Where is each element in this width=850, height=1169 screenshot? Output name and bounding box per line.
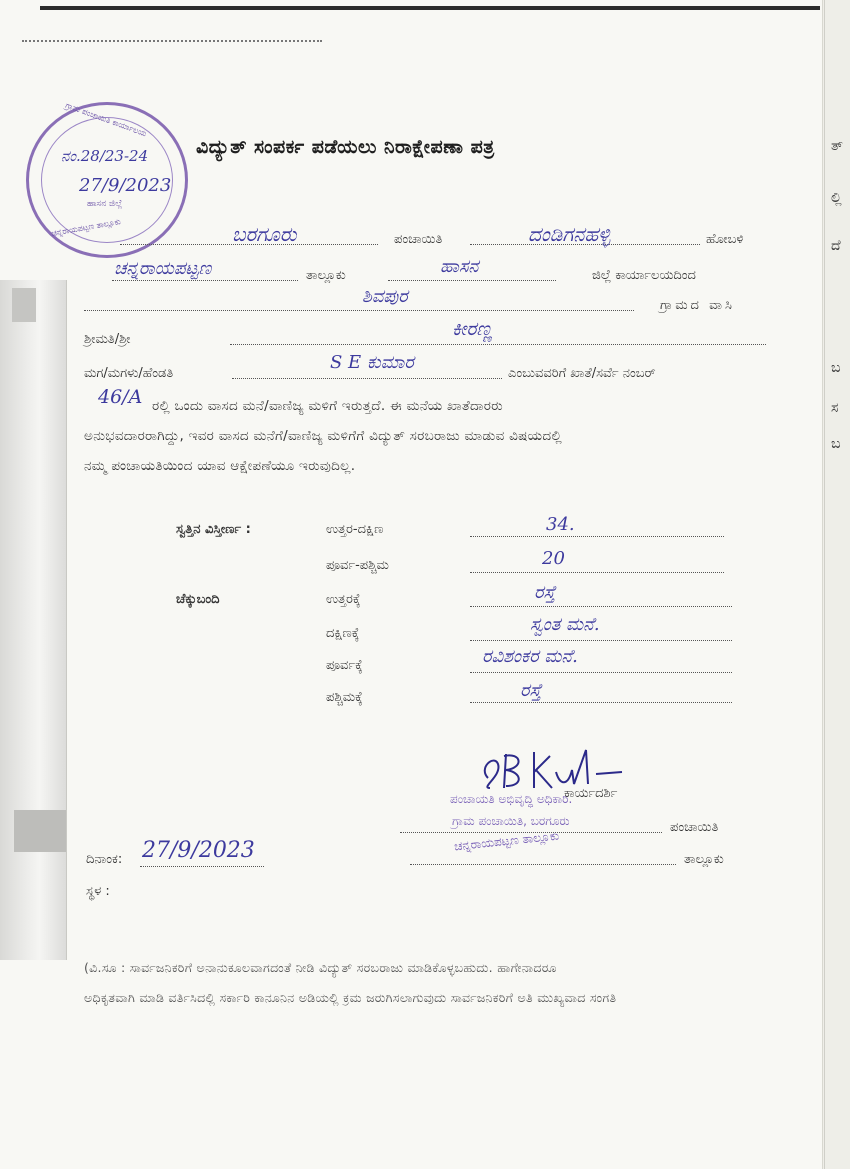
officer-label: ಕಾರ್ಯದರ್ಶಿ bbox=[564, 786, 618, 801]
owner-field-line bbox=[230, 344, 766, 345]
stamp-text-mid: ಹಾಸನ ಜಿಲ್ಲೆ bbox=[87, 199, 123, 209]
footnote-line-1: (ವಿ.ಸೂ : ಸಾರ್ವಜನಿಕರಿಗೆ ಅನಾನುಕೂಲವಾಗದಂತೆ ನೀಡಿ ವಿದ್ಯುತ್ ಸರಬರಾಜು ಮಾಡಿಕೊಳ್ಳಬಹುದು. ಹಾಗೇನಾದರೂ bbox=[84, 960, 557, 975]
district-name: ಹಾಸನ bbox=[440, 256, 479, 277]
south-value: ಸ್ವಂತ ಮನೆ. bbox=[530, 614, 600, 635]
header-scan-noise bbox=[22, 40, 322, 45]
north-label: ಉತ್ತರಕ್ಕೆ bbox=[326, 592, 361, 607]
east-value: ರವಿಶಂಕರ ಮನೆ. bbox=[482, 646, 578, 667]
east-label: ಪೂರ್ವಕ್ಕೆ bbox=[326, 658, 363, 673]
east-west-label: ಪೂರ್ವ-ಪಶ್ಚಿಮ bbox=[326, 558, 389, 573]
top-border-line bbox=[40, 6, 820, 10]
stamp-number: ನಂ.28/23-24 bbox=[61, 147, 149, 165]
relation-label: ಮಗ/ಮಗಳು/ಹೆಂಡತಿ bbox=[84, 366, 174, 381]
panchayat-label: ಪಂಚಾಯಿತಿ bbox=[394, 232, 443, 247]
relation-field-line bbox=[232, 378, 502, 379]
north-south-field-line bbox=[470, 536, 724, 537]
taluk-sign-label: ತಾಲ್ಲೂಕು bbox=[684, 852, 724, 867]
seal-line-3: ಚನ್ನರಾಯಪಟ್ಟಣ ತಾಲ್ಲೂಕು bbox=[453, 828, 560, 854]
owner-name: ಕೀರಣ್ಣ bbox=[452, 318, 493, 340]
body-line-2: ಅನುಭವದಾರರಾಗಿದ್ದು, ಇವರ ವಾಸದ ಮನೆಗೆ/ವಾಣಿಜ್ಯ ಮಳಿಗೆಗೆ ವಿದ್ಯುತ್ ಸರಬರಾಜು ಮಾಡುವ ವಿಷಯದಲ್ಲಿ bbox=[84, 428, 562, 444]
survey-number: 46/A bbox=[98, 386, 143, 408]
panchayat-name: ಬರಗೂರು bbox=[232, 222, 297, 246]
edge-fragment-6: ಬ bbox=[831, 436, 841, 452]
panchayat-sign-label: ಪಂಚಾಯಿತಿ bbox=[670, 820, 719, 835]
north-field-line bbox=[470, 606, 732, 607]
document-title: ವಿದ್ಯುತ್ ಸಂಪರ್ಕ ಪಡೆಯಲು ನಿರಾಕ್ಷೇಪಣಾ ಪತ್ರ bbox=[196, 136, 495, 158]
hobli-label: ಹೋಬಳಿ bbox=[706, 232, 744, 247]
binder-clip-bottom bbox=[14, 810, 66, 852]
body-line-3: ನಮ್ಮ ಪಂಚಾಯತಿಯಿಂದ ಯಾವ ಆಕ್ಷೇಪಣೆಯೂ ಇರುವುದಿಲ್ಲ. bbox=[84, 458, 356, 474]
panchayat-sign-field-line bbox=[400, 832, 662, 833]
north-value: ರಸ್ತೆ bbox=[534, 582, 556, 603]
seal-line-1: ಪಂಚಾಯತಿ ಅಭಿವೃದ್ಧಿ ಅಧಿಕಾರಿ. bbox=[450, 792, 573, 806]
taluk-label: ತಾಲ್ಲೂಕು bbox=[306, 268, 346, 283]
district-field-line bbox=[388, 280, 556, 281]
seal-line-2: ಗ್ರಾಮ ಪಂಚಾಯಿತಿ, ಬರಗೂರು bbox=[452, 814, 570, 828]
edge-fragment-1: ತ್ bbox=[831, 138, 843, 154]
edge-fragment-4: ಬ bbox=[831, 360, 841, 376]
village-field-line bbox=[84, 310, 634, 311]
edge-fragment-2: ಲ್ಲಿ bbox=[831, 190, 842, 206]
east-west-value: 20 bbox=[542, 548, 565, 569]
boundaries-label: ಚೆಕ್ಕುಬಂದಿ bbox=[176, 592, 220, 607]
body-line-1: ರಲ್ಲಿ ಒಂದು ವಾಸದ ಮನೆ/ವಾಣಿಜ್ಯ ಮಳಿಗೆ ಇರುತ್ತದೆ. ಈ ಮನೆಯ ಖಾತೆದಾರರು bbox=[152, 398, 503, 414]
date-value: 27/9/2023 bbox=[142, 838, 255, 863]
north-south-value: 34. bbox=[546, 514, 575, 535]
taluk-sign-field-line bbox=[410, 864, 676, 865]
stamp-text-bottom: ಚನ್ನರಾಯಪಟ್ಟಣ ತಾಲ್ಲೂಕು bbox=[50, 216, 122, 239]
south-field-line bbox=[470, 640, 732, 641]
east-west-field-line bbox=[470, 572, 724, 573]
north-south-label: ಉತ್ತರ-ದಕ್ಷಿಣ bbox=[326, 522, 384, 537]
village-name: ಶಿವಪುರ bbox=[362, 286, 408, 307]
underlying-page-edge bbox=[824, 0, 850, 1169]
east-field-line bbox=[470, 672, 732, 673]
date-label: ದಿನಾಂಕ: bbox=[86, 852, 123, 867]
binder-strap bbox=[0, 280, 67, 960]
edge-fragment-5: ಸ bbox=[831, 400, 839, 416]
west-field-line bbox=[470, 702, 732, 703]
district-office-label: ಜಿಲ್ಲೆ ಕಾರ್ಯಾಲಯದಿಂದ bbox=[592, 268, 696, 283]
office-round-stamp bbox=[26, 102, 188, 258]
hobli-name: ದಂಡಿಗನಹಳ್ಳಿ bbox=[528, 222, 611, 246]
extent-label: ಸ್ವತ್ತಿನ ವಿಸ್ತೀರ್ಣ : bbox=[176, 522, 251, 537]
khata-label: ಎಂಬುವವರಿಗೆ ಖಾತೆ/ಸರ್ವೆ ನಂಬರ್ bbox=[508, 366, 656, 381]
shrimathi-label: ಶ್ರೀಮತಿ/ಶ್ರೀ bbox=[84, 332, 131, 347]
stamp-date: 27/9/2023 bbox=[79, 175, 172, 196]
west-label: ಪಶ್ಚಿಮಕ್ಕೆ bbox=[326, 690, 363, 705]
edge-fragment-3: ದೆ bbox=[831, 238, 841, 254]
west-value: ರಸ್ತೆ bbox=[520, 680, 542, 701]
relation-name: S E ಕುಮಾರ bbox=[330, 352, 414, 373]
village-resident-label: ಗ್ರಾಮದ ವಾಸಿ bbox=[660, 298, 735, 313]
taluk-field-line bbox=[112, 280, 298, 281]
taluk-name: ಚನ್ನರಾಯಪಟ್ಟಣ bbox=[114, 258, 212, 279]
stamp-text-top: ಗ್ರಾಮ ಪಂಚಾಯಿತಿ ಕಾರ್ಯಾಲಯ bbox=[64, 100, 148, 139]
south-label: ದಕ್ಷಿಣಕ್ಕೆ bbox=[326, 626, 360, 641]
footnote-line-2: ಅಧಿಕೃತವಾಗಿ ಮಾಡಿ ವರ್ತಿಸಿದಲ್ಲಿ ಸರ್ಕಾರಿ ಕಾನೂನಿನ ಅಡಿಯಲ್ಲಿ ಕ್ರಮ ಜರುಗಿಸಲಾಗುವುದು ಸಾರ್ವಜನಿಕರಿಗೆ ಅತಿ ಮುಖ್ಯವಾದ ಸಂಗತಿ bbox=[84, 990, 617, 1005]
place-label: ಸ್ಥಳ : bbox=[86, 884, 110, 899]
binder-clip-top bbox=[12, 288, 36, 322]
date-field-line bbox=[140, 866, 264, 867]
